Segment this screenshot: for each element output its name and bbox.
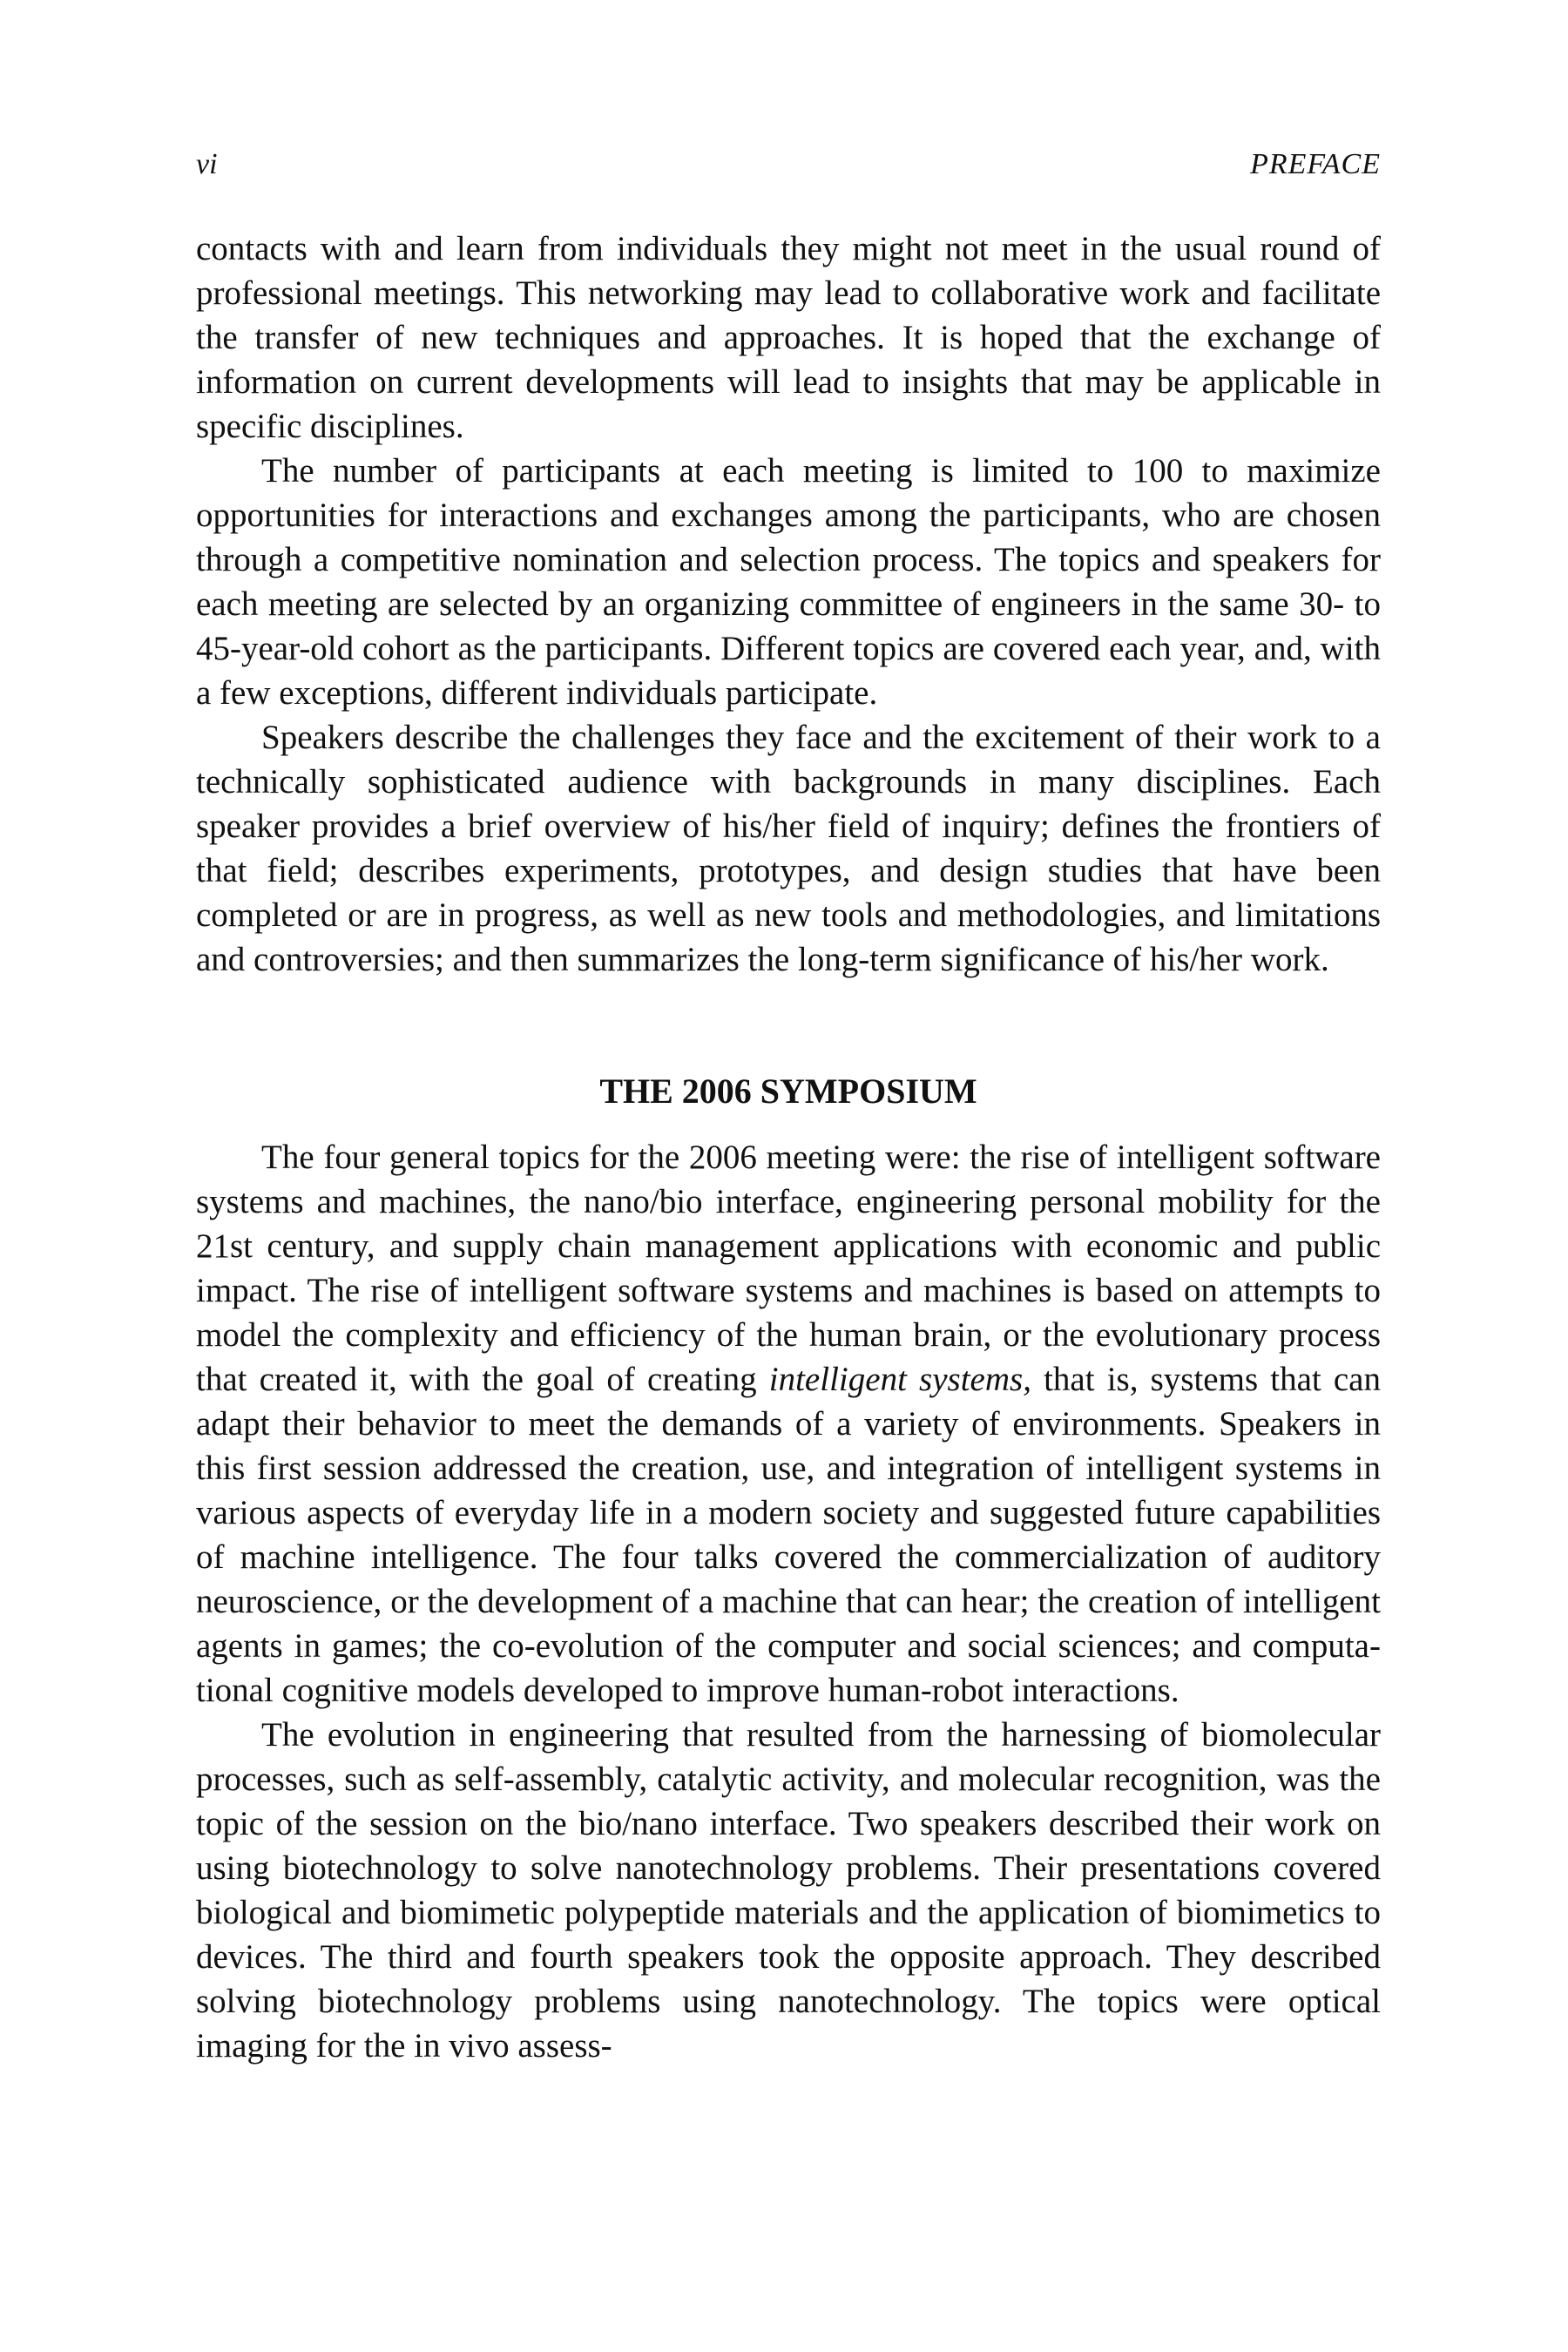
paragraph-speakers: Speakers describe the challenges they face and the excitement of their work to a technically sophisticated audience with backgrounds in many disciplines. Each speaker provides a brief overview of his/her field of inquiry; defines the frontiers of that field; describes experiments, prototypes, and design studies that have been completed or are in progress, as well as new tools and methodologies, and limitations and controversies; and then summarizes the long-term significance of his/her work.: [196, 719, 1381, 978]
paragraph-continuation: contacts with and learn from individuals they might not meet in the usual round of professional meetings. This networking may lead to collaborative work and facilitate the transfer of new techniques and approaches. It is hoped that the exchange of information on current developments will lead to insights that may be applicable in specific disciplines.: [196, 230, 1381, 445]
page-number: vi: [196, 148, 218, 180]
paragraph-participants: The number of participants at each meeting is limited to 100 to maximize opportunities for interactions and exchanges among the participants, who are chosen through a competitive nomination and selection process. The topics and speakers for each meeting are selected by an organizing committee of engineers in the same 30- to 45-year-old cohort as the participants. Different topics are covered each year, and, with a few exceptions, different individuals participate.: [196, 452, 1381, 712]
paragraph-topics-text-b: that is, systems that can adapt their behavior to meet the demands of a variety of environments. Speakers in this first session addressed the creation, use, and integration of intelligent systems in various aspects of everyday life in a modern society and suggested future capabilities of machine intelligence. The four talks covered the commercialization of auditory neuroscience, or the development of a machine that can hear; the creation of intelligent agents in games; the co-evolution of the computer and social sciences; and computational cognitive models developed to improve human-robot interactions.: [196, 1361, 1381, 1709]
section-title: PREFACE: [1250, 148, 1381, 180]
body-text: [196, 226, 1381, 2068]
paragraph-bio-nano: The evolution in engineering that resulted from the harnessing of biomolecular processes, such as self-assembly, catalytic activity, and molecular recognition, was the topic of the session on the bio/nano interface. Two speakers described their work on using biotechnology to solve nanotechnology problems. Their presentations covered biological and biomimetic polypeptide materials and the application of biomimetics to devices. The third and fourth speakers took the opposite approach. They described solving biotechnology problems using nanotechnology. The topics were optical imaging for the in vivo assess-: [196, 1716, 1381, 2065]
running-head: [196, 148, 1381, 192]
paragraph-topics: [196, 1135, 1381, 1713]
paragraph-topics-text-a: The four general topics for the 2006 meeting were: the rise of intelligent software systems and machines, the nano/bio interface, engineering personal mobility for the 21st century, and supply chain management applications with economic and public impact. The rise of intelligent software systems and machines is based on attempts to model the complexity and efficiency of the human brain, or the evolutionary process that created it, with the goal of creating: [196, 1139, 1381, 1398]
section-heading-symposium: THE 2006 SYMPOSIUM: [599, 1071, 977, 1111]
paragraph-topics-emphasis: intelligent systems,: [768, 1361, 1031, 1398]
